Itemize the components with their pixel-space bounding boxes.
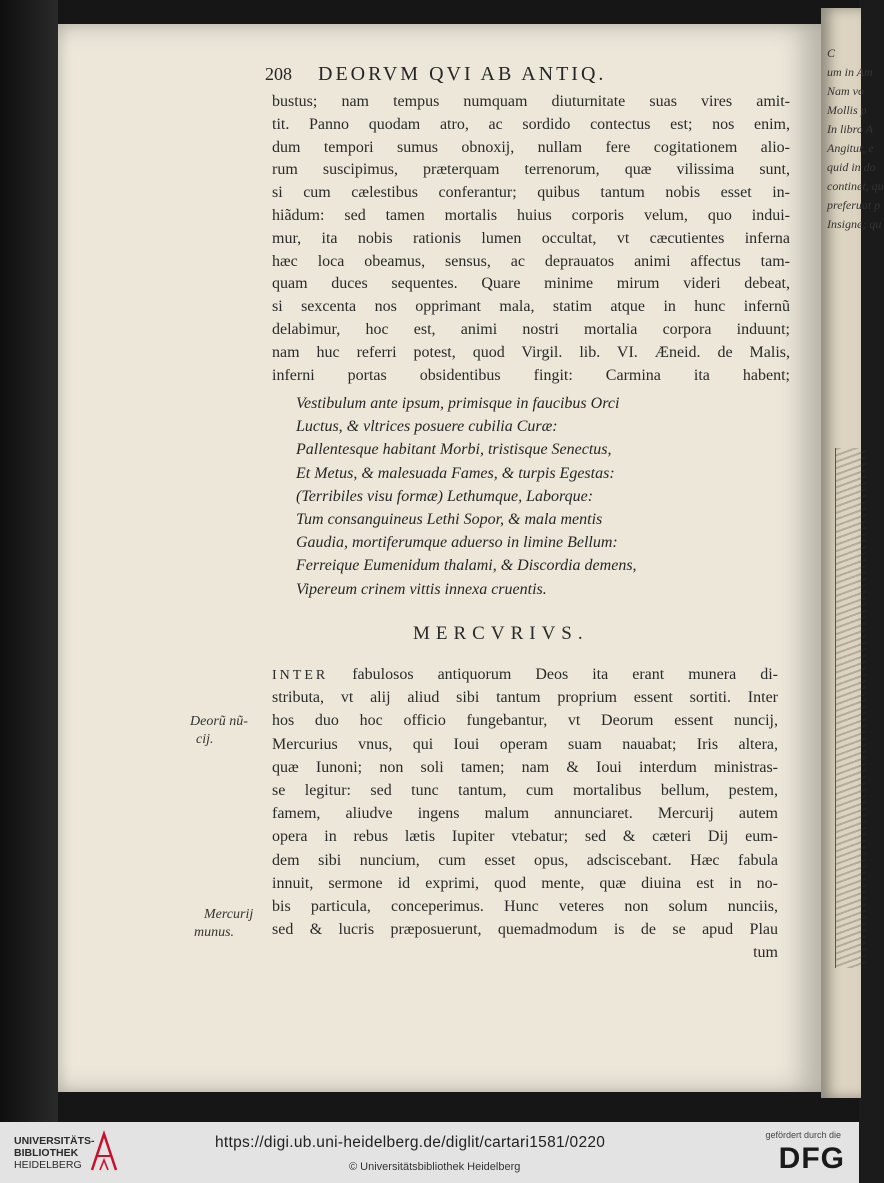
library-logo-icon[interactable]	[88, 1130, 120, 1174]
adjacent-page-text	[821, 8, 884, 234]
text-line: dum tempori sumus obnoxij, nullam fere cogitationem alio-	[272, 138, 790, 156]
text-line: mur, ita nobis rationis lumen occultat, vt cæcutientes inferna	[272, 229, 790, 247]
text-line: hæc loca obeamus, sensus, ac deprauatos animi affectus tam-	[272, 252, 790, 270]
text-line: quæ Iunoni; non soli tamen; nam & Ioui interdum ministras-	[272, 758, 778, 776]
verse-line: Tum consanguineus Lethi Sopor, & mala mentis	[296, 510, 603, 528]
adjacent-page	[821, 8, 884, 1098]
text-line: Mercurius vnus, qui Ioui operam suam nauabat; Iris altera,	[272, 735, 778, 753]
margin-note-line: munus.	[194, 925, 235, 940]
text-line: se legitur: sed tunc tantum, cum mortalibus bellum, pestem,	[272, 781, 778, 799]
margin-note-line: cij.	[196, 732, 214, 747]
adjacent-fragment: C	[827, 46, 836, 60]
text-line: si sexcenta nos opprimant mala, statim atque in hunc infernũ	[272, 298, 790, 316]
adjacent-fragment: In libro A	[827, 122, 874, 136]
verse-line: Luctus, & vltrices posuere cubilia Curæ:	[296, 418, 558, 436]
text-line: nam huc referri potest, quod Virgil. lib. VI. Æneid. de Malis,	[272, 343, 790, 361]
margin-note-line: Mercurij	[204, 907, 254, 922]
library-name[interactable]	[14, 1135, 95, 1171]
viewer-footer	[0, 1122, 859, 1183]
text-line: tit. Panno quodam atro, ac sordido contectus est; nos enim,	[272, 115, 790, 133]
adjacent-fragment: um in Am	[827, 65, 873, 79]
margin-note-mercurij	[194, 906, 254, 942]
lead-word: INTER	[272, 668, 329, 683]
text-line: dem sibi nuncium, cum esset opus, adsciscebant. Hæc fabula	[272, 851, 778, 869]
verse-line: Vestibulum ante ipsum, primisque in faucibus Orci	[296, 395, 620, 412]
verse-line: (Terribiles visu formæ) Lethumque, Laborque:	[296, 487, 594, 505]
text-line: delabimur, hoc est, animi nostri mortalia corpora induunt;	[272, 320, 790, 338]
text-line: rum suscipimus, præterquam terrenorum, quæ vilissima sunt,	[272, 161, 790, 179]
text-line: si cum cælestibus conferantur; quibus tantum nobis esset in-	[272, 184, 790, 202]
body-paragraph	[272, 91, 790, 387]
text-line: tum	[753, 944, 778, 962]
text-line: bustus; nam tempus numquam diuturnitate suas vires amit-	[272, 93, 790, 110]
library-name-line: UNIVERSITÄTS-	[14, 1135, 95, 1147]
book-gutter	[0, 0, 58, 1122]
mercurius-paragraph	[272, 663, 778, 964]
text-line	[272, 663, 778, 686]
adjacent-fragment: Mollis p	[827, 103, 867, 117]
running-header	[265, 63, 606, 86]
text-line: quam duces sequentes. Quare minime mirum videri debeat,	[272, 275, 790, 293]
dfg-logo[interactable]: DFG	[778, 1142, 845, 1175]
verse-line: Ferreique Eumenidum thalami, & Discordia demens,	[296, 557, 637, 575]
verse-line: Et Metus, & malesuada Fames, & turpis Egestas:	[296, 464, 615, 482]
text-line: stributa, vt alij aliud sibi tantum proprium essent sortiti. Inter	[272, 689, 778, 707]
copyright-notice: © Universitätsbibliothek Heidelberg	[349, 1161, 521, 1173]
funded-by-label: gefördert durch die	[765, 1130, 841, 1140]
engraving-fragment	[835, 448, 866, 968]
adjacent-fragment: preferuat p	[827, 198, 881, 212]
margin-note-line: Deorũ nũ-	[190, 714, 248, 729]
adjacent-fragment: continet, qu	[827, 179, 884, 193]
lead-line-text: fabulosos antiquorum Deos ita erant munera di-	[328, 666, 778, 683]
verse-line: Gaudia, mortiferumque aduerso in limine Bellum:	[296, 534, 618, 552]
text-line: inferni portas obsidentibus fingit: Carmina ita habent;	[272, 366, 790, 384]
text-line: bis particula, conceperimus. Hunc veteres non solum nunciis,	[272, 897, 778, 915]
section-title: MERCVRIVS.	[413, 623, 589, 644]
library-name-line: BIBLIOTHEK	[14, 1147, 79, 1159]
adjacent-fragment: Angitur, e	[827, 141, 874, 155]
running-title: DEORVM QVI AB ANTIQ.	[318, 63, 607, 85]
adjacent-fragment: Insigne; qu	[827, 217, 882, 231]
page-number: 208	[265, 64, 292, 84]
permalink-url[interactable]: https://digi.ub.uni-heidelberg.de/diglit/cartari1581/0220	[215, 1134, 606, 1151]
adjacent-fragment: quid in do	[827, 160, 876, 174]
text-line: famem, aliudve ingens malum annunciaret. Mercurij autem	[272, 805, 778, 823]
library-name-line: HEIDELBERG	[14, 1159, 82, 1171]
text-line: hiãdum: sed tamen mortalis huius corporis velum, quo indui-	[272, 206, 790, 224]
text-line: innuit, sermone id exprimi, quod mente, quæ diuina est in no-	[272, 874, 778, 892]
text-line: hos duo hoc officio fungebantur, vt Deorum essent nuncij,	[272, 712, 778, 730]
adjacent-fragment: Nam vo	[827, 84, 864, 98]
text-line: opera in rebus lætis Iupiter vtebatur; sed & cæteri Dij eum-	[272, 828, 778, 846]
text-line: sed & lucris præposuerunt, quemadmodum is de se apud Plau	[272, 921, 778, 939]
verse-quotation	[296, 392, 716, 601]
margin-note-deorum	[190, 713, 248, 749]
verse-line: Pallentesque habitant Morbi, tristisque Senectus,	[296, 441, 612, 459]
verse-line: Viperеum crinem vittis innexa cruentis.	[296, 580, 547, 598]
